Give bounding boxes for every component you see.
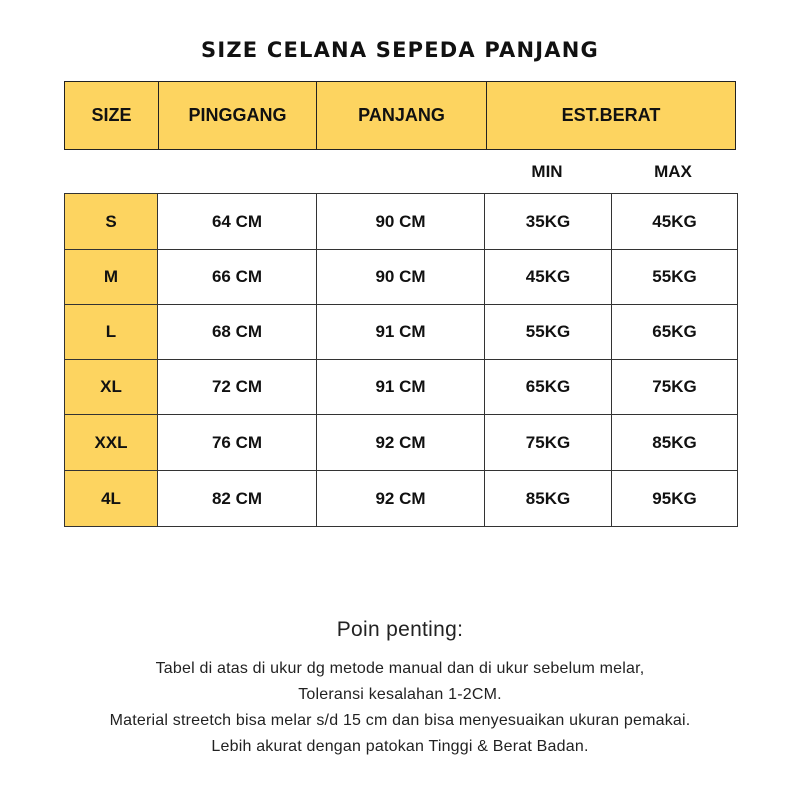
- header-pinggang: PINGGANG: [159, 82, 317, 149]
- notes-block: [0, 656, 800, 760]
- panjang-cell: 91 CM: [317, 360, 485, 415]
- pinggang-cell: 66 CM: [158, 250, 317, 305]
- page-title: SIZE CELANA SEPEDA PANJANG: [201, 38, 599, 62]
- max-weight-cell: 65KG: [612, 305, 738, 360]
- min-weight-cell: 75KG: [485, 415, 612, 471]
- min-weight-cell: 45KG: [485, 250, 612, 305]
- max-weight-cell: 55KG: [612, 250, 738, 305]
- header-panjang: PANJANG: [317, 82, 487, 149]
- pinggang-cell: 64 CM: [158, 194, 317, 250]
- max-weight-cell: 45KG: [612, 194, 738, 250]
- table-row: [65, 471, 738, 527]
- min-weight-cell: 35KG: [485, 194, 612, 250]
- panjang-cell: 92 CM: [317, 415, 485, 471]
- header-size: SIZE: [65, 82, 159, 149]
- min-weight-cell: 65KG: [485, 360, 612, 415]
- note-line: Lebih akurat dengan patokan Tinggi & Berat Badan.: [211, 738, 589, 755]
- size-cell: XL: [65, 360, 158, 415]
- subheader-min: MIN: [531, 162, 563, 181]
- panjang-cell: 92 CM: [317, 471, 485, 527]
- pinggang-cell: 72 CM: [158, 360, 317, 415]
- panjang-cell: 91 CM: [317, 305, 485, 360]
- note-line: Material streetch bisa melar s/d 15 cm dan bisa menyesuaikan ukuran pemakai.: [109, 712, 691, 729]
- note-line: Tabel di atas di ukur dg metode manual dan di ukur sebelum melar,: [155, 660, 645, 677]
- table-row: [65, 250, 738, 305]
- size-cell: S: [65, 194, 158, 250]
- size-cell: L: [65, 305, 158, 360]
- pinggang-cell: 82 CM: [158, 471, 317, 527]
- notes-title: Poin penting:: [336, 618, 464, 641]
- subheader-max: MAX: [654, 162, 692, 181]
- table-row: [65, 194, 738, 250]
- size-cell: M: [65, 250, 158, 305]
- note-line: Toleransi kesalahan 1-2CM.: [298, 686, 502, 703]
- min-weight-cell: 55KG: [485, 305, 612, 360]
- pinggang-cell: 68 CM: [158, 305, 317, 360]
- max-weight-cell: 95KG: [612, 471, 738, 527]
- header-est-berat: EST.BERAT: [561, 105, 661, 125]
- max-weight-cell: 75KG: [612, 360, 738, 415]
- panjang-cell: 90 CM: [317, 194, 485, 250]
- min-weight-cell: 85KG: [485, 471, 612, 527]
- table-row: [65, 305, 738, 360]
- panjang-cell: 90 CM: [317, 250, 485, 305]
- table-header: [64, 81, 736, 150]
- pinggang-cell: 76 CM: [158, 415, 317, 471]
- table-row: [65, 360, 738, 415]
- size-cell: XXL: [65, 415, 158, 471]
- table-row: [65, 415, 738, 471]
- size-cell: 4L: [65, 471, 158, 527]
- size-table: [64, 193, 738, 527]
- max-weight-cell: 85KG: [612, 415, 738, 471]
